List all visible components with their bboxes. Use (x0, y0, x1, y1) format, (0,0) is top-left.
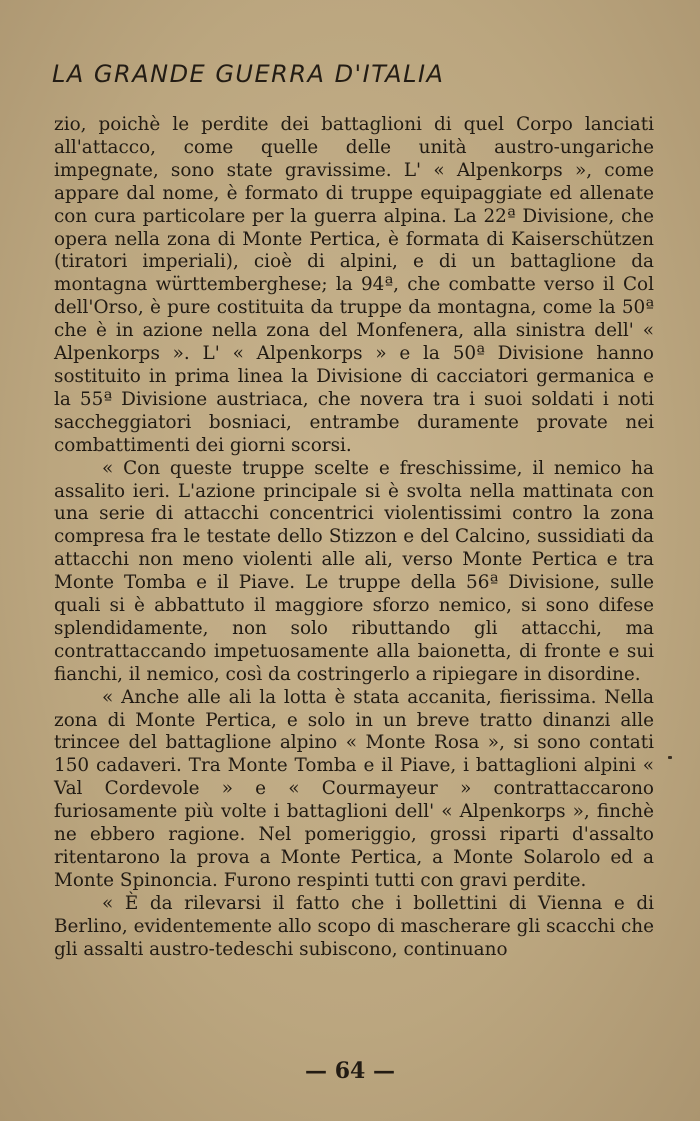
paragraph-bulletin-vienna-berlin: « È da rilevarsi il fatto che i bollettini di Vienna e di Berlino, evidentemente allo scopo di mascherare gli scacchi che gli assalti austro-tedeschi subiscono, continuano (54, 892, 654, 960)
paragraph-continued: zio, poichè le perdite dei battaglioni di quel Corpo lanciati all'attacco, come quelle delle unità austro-ungariche impegnate, sono state gravissime. L' « Alpenkorps », come appare dal nome, è formato di truppe equipaggiate ed allenate con cura particolare per la guerra alpina. La 22ª Divisione, che opera nella zona di Monte Pertica, è formata di Kaiserschützen (tiratori imperiali), cioè di alpini, e di un battaglione da montagna württemberghese; la 94ª, che combatte verso il Col dell'Orso, è pure costituita da truppe da montagna, come la 50ª che è in azione nella zona del Monfenera, alla sinistra dell' « Alpenkorps ». L' « Alpenkorps » e la 50ª Divisione hanno sostituito in prima linea la Divisione di cacciatori germanica e la 55ª Divisione austriaca, che novera tra i suoi soldati i noti saccheggiatori bosniaci, entrambe duramente provate nei combattimenti dei giorni scorsi. (54, 114, 654, 456)
paragraph-bulletin-wings: « Anche alle ali la lotta è stata accanita, fierissima. Nella zona di Monte Pertica, e solo in un breve tratto dinanzi alle trincee del battaglione alpino « Monte Rosa », si sono contati 150 cadaveri. Tra Monte Tomba e il Piave, i battaglioni alpini « Val Cordevole » e « Courmayeur » contrattaccarono furiosamente più volte i battaglioni dell' « Alpenkorps », finchè ne ebbero ragione. Nel pomeriggio, grossi riparti d'assalto ritentarono la prova a Monte Pertica, a Monte Solarolo ed a Monte Spinoncia. Furono respinti tutti con gravi perdite. (54, 686, 654, 891)
margin-mark (668, 756, 672, 759)
paragraph-bulletin-attack: « Con queste truppe scelte e freschissime, il nemico ha assalito ieri. L'azione principale si è svolta nella mattinata con una serie di attacchi concentrici violentissimi contro la zona compresa fra le testate dello Stizzon e del Calcino, sussidiati da attacchi non meno violenti alle ali, verso Monte Pertica e tra Monte Tomba e il Piave. Le truppe della 56ª Divisione, sulle quali si è abbattuto il maggiore sforzo nemico, si sono difese splendidamente, non solo ributtando gli attacchi, ma contrattaccando impetuosamente alla baionetta, di fronte e sui fianchi, il nemico, così da costringerlo a ripiegare in disordine. (54, 457, 654, 685)
body-text (54, 114, 654, 962)
page-number: — 64 — (305, 1058, 395, 1084)
running-head: LA GRANDE GUERRA D'ITALIA (52, 60, 445, 88)
